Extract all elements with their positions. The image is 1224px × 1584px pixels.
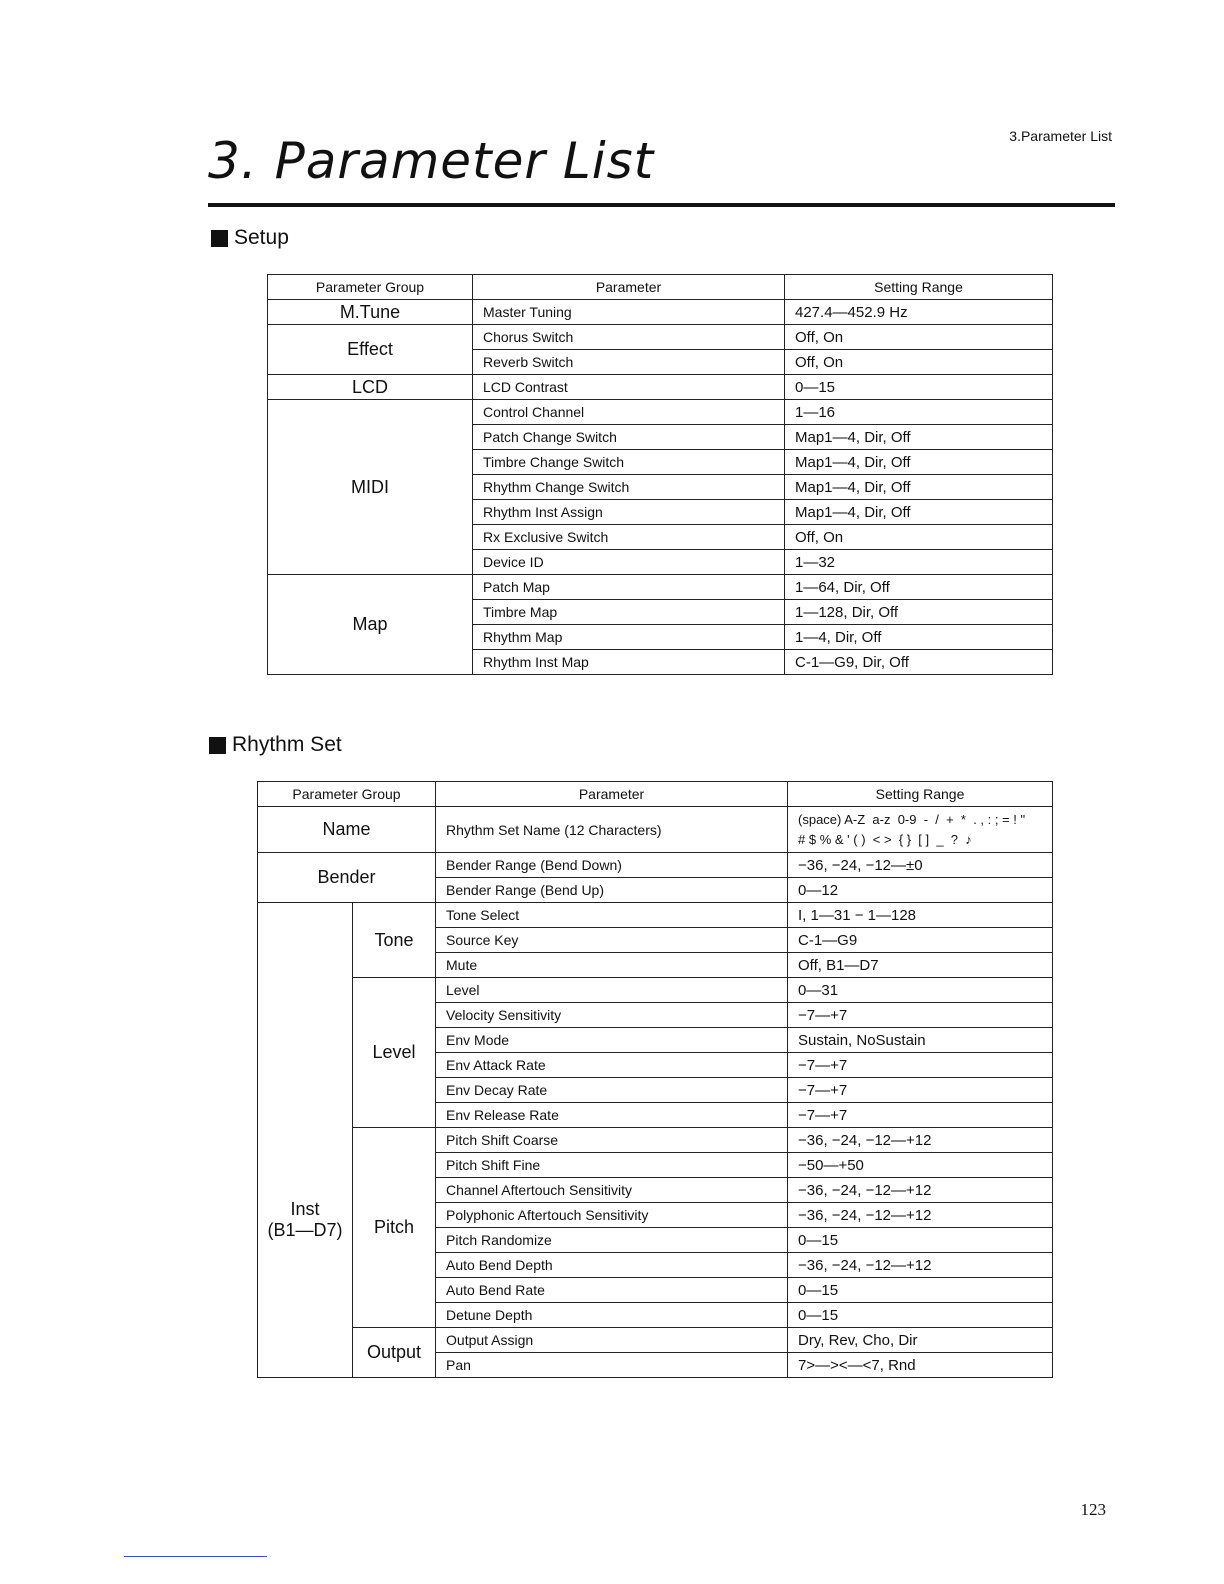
parameter-cell: Rhythm Map xyxy=(473,625,785,650)
rhythm-set-table xyxy=(257,781,1053,1378)
parameter-cell: Pitch Randomize xyxy=(436,1228,788,1253)
parameter-cell: Pitch Shift Fine xyxy=(436,1153,788,1178)
table-row xyxy=(258,1328,1053,1353)
range-cell-charset xyxy=(788,807,1053,853)
footer-link-underline xyxy=(124,1556,267,1557)
table-row xyxy=(268,400,1053,425)
column-header: Setting Range xyxy=(785,275,1053,300)
table-row xyxy=(268,575,1053,600)
parameter-cell: Env Mode xyxy=(436,1028,788,1053)
parameter-cell: Rx Exclusive Switch xyxy=(473,525,785,550)
table-row xyxy=(258,903,1053,928)
range-cell: −36, −24, −12—+12 xyxy=(788,1178,1053,1203)
table-row xyxy=(258,978,1053,1003)
range-cell: −36, −24, −12—+12 xyxy=(788,1253,1053,1278)
parameter-cell: Mute xyxy=(436,953,788,978)
column-header: Parameter Group xyxy=(258,782,436,807)
group-cell: Bender xyxy=(258,853,436,903)
range-cell: 0—15 xyxy=(788,1228,1053,1253)
column-header: Setting Range xyxy=(788,782,1053,807)
range-cell: 0—31 xyxy=(788,978,1053,1003)
subgroup-cell: Output xyxy=(353,1328,436,1378)
parameter-cell: Control Channel xyxy=(473,400,785,425)
parameter-cell: Rhythm Inst Assign xyxy=(473,500,785,525)
parameter-cell: Pan xyxy=(436,1353,788,1378)
group-cell: MIDI xyxy=(268,400,473,575)
range-cell: 1—16 xyxy=(785,400,1053,425)
range-cell: −36, −24, −12—+12 xyxy=(788,1203,1053,1228)
title-rule xyxy=(208,203,1115,207)
parameter-cell: Rhythm Inst Map xyxy=(473,650,785,675)
parameter-cell: Patch Map xyxy=(473,575,785,600)
range-cell: Dry, Rev, Cho, Dir xyxy=(788,1328,1053,1353)
range-cell: Off, On xyxy=(785,525,1053,550)
parameter-cell: Level xyxy=(436,978,788,1003)
parameter-cell: Master Tuning xyxy=(473,300,785,325)
table-row xyxy=(268,375,1053,400)
table-header-row xyxy=(258,782,1053,807)
range-cell: C-1—G9, Dir, Off xyxy=(785,650,1053,675)
range-cell: Sustain, NoSustain xyxy=(788,1028,1053,1053)
subgroup-cell: Tone xyxy=(353,903,436,978)
range-cell: −7—+7 xyxy=(788,1053,1053,1078)
parameter-cell: Patch Change Switch xyxy=(473,425,785,450)
inst-range-label: (B1—D7) xyxy=(267,1220,343,1240)
range-cell: 0—15 xyxy=(785,375,1053,400)
bullet-square-icon xyxy=(211,230,228,247)
range-cell: −50—+50 xyxy=(788,1153,1053,1178)
parameter-cell: Channel Aftertouch Sensitivity xyxy=(436,1178,788,1203)
parameter-cell: Bender Range (Bend Up) xyxy=(436,878,788,903)
rhythm-heading xyxy=(209,733,342,757)
parameter-cell: Detune Depth xyxy=(436,1303,788,1328)
range-cell: Off, B1—D7 xyxy=(788,953,1053,978)
setup-heading-label: Setup xyxy=(234,226,289,249)
range-cell: 0—15 xyxy=(788,1303,1053,1328)
range-cell: I, 1—31 − 1—128 xyxy=(788,903,1053,928)
table-row xyxy=(258,853,1053,878)
bullet-square-icon xyxy=(209,737,226,754)
parameter-cell: Chorus Switch xyxy=(473,325,785,350)
table-header-row xyxy=(268,275,1053,300)
range-cell: −7—+7 xyxy=(788,1003,1053,1028)
range-cell: Off, On xyxy=(785,325,1053,350)
range-cell: Map1—4, Dir, Off xyxy=(785,500,1053,525)
inst-label: Inst xyxy=(290,1199,320,1219)
parameter-cell: Env Attack Rate xyxy=(436,1053,788,1078)
parameter-cell: LCD Contrast xyxy=(473,375,785,400)
parameter-cell: Output Assign xyxy=(436,1328,788,1353)
range-cell: −7—+7 xyxy=(788,1103,1053,1128)
parameter-cell: Polyphonic Aftertouch Sensitivity xyxy=(436,1203,788,1228)
column-header: Parameter xyxy=(473,275,785,300)
parameter-cell: Device ID xyxy=(473,550,785,575)
range-cell: 1—4, Dir, Off xyxy=(785,625,1053,650)
page-title: 3. Parameter List xyxy=(208,132,655,190)
parameter-cell: Rhythm Set Name (12 Characters) xyxy=(436,807,788,853)
parameter-cell: Env Release Rate xyxy=(436,1103,788,1128)
parameter-cell: Tone Select xyxy=(436,903,788,928)
range-cell: Off, On xyxy=(785,350,1053,375)
range-cell: 1—128, Dir, Off xyxy=(785,600,1053,625)
range-cell: Map1—4, Dir, Off xyxy=(785,475,1053,500)
parameter-cell: Timbre Map xyxy=(473,600,785,625)
range-cell: 1—64, Dir, Off xyxy=(785,575,1053,600)
range-cell: C-1—G9 xyxy=(788,928,1053,953)
subgroup-cell: Pitch xyxy=(353,1128,436,1328)
parameter-cell: Reverb Switch xyxy=(473,350,785,375)
page-number: 123 xyxy=(1080,1500,1106,1519)
table-row xyxy=(258,807,1053,853)
group-cell: Effect xyxy=(268,325,473,375)
parameter-cell: Pitch Shift Coarse xyxy=(436,1128,788,1153)
parameter-cell: Timbre Change Switch xyxy=(473,450,785,475)
group-cell-inst xyxy=(258,903,353,1378)
parameter-cell: Velocity Sensitivity xyxy=(436,1003,788,1028)
subgroup-cell: Level xyxy=(353,978,436,1128)
setup-heading xyxy=(211,226,289,250)
parameter-cell: Bender Range (Bend Down) xyxy=(436,853,788,878)
range-cell: 0—12 xyxy=(788,878,1053,903)
parameter-cell: Auto Bend Depth xyxy=(436,1253,788,1278)
group-cell: Map xyxy=(268,575,473,675)
range-cell: −7—+7 xyxy=(788,1078,1053,1103)
parameter-cell: Rhythm Change Switch xyxy=(473,475,785,500)
parameter-cell: Env Decay Rate xyxy=(436,1078,788,1103)
table-row xyxy=(268,300,1053,325)
table-row xyxy=(258,1128,1053,1153)
group-cell: LCD xyxy=(268,375,473,400)
range-cell: 427.4—452.9 Hz xyxy=(785,300,1053,325)
charset-line: (space) A-Z a-z 0-9 - / + * . , : ; = ! " xyxy=(798,811,1026,827)
rhythm-heading-label: Rhythm Set xyxy=(232,733,342,756)
range-cell: 1—32 xyxy=(785,550,1053,575)
range-cell: 7>—><—<7, Rnd xyxy=(788,1353,1053,1378)
range-cell: 0—15 xyxy=(788,1278,1053,1303)
range-cell: −36, −24, −12—±0 xyxy=(788,853,1053,878)
range-cell: −36, −24, −12—+12 xyxy=(788,1128,1053,1153)
column-header: Parameter xyxy=(436,782,788,807)
group-cell: M.Tune xyxy=(268,300,473,325)
range-cell: Map1—4, Dir, Off xyxy=(785,425,1053,450)
setup-table xyxy=(267,274,1053,675)
table-row xyxy=(268,325,1053,350)
charset-line: # $ % & ' ( ) < > { } [ ] _ ? ♪ xyxy=(798,831,972,847)
running-header: 3.Parameter List xyxy=(1009,128,1112,144)
column-header: Parameter Group xyxy=(268,275,473,300)
parameter-cell: Source Key xyxy=(436,928,788,953)
parameter-cell: Auto Bend Rate xyxy=(436,1278,788,1303)
range-cell: Map1—4, Dir, Off xyxy=(785,450,1053,475)
group-cell: Name xyxy=(258,807,436,853)
